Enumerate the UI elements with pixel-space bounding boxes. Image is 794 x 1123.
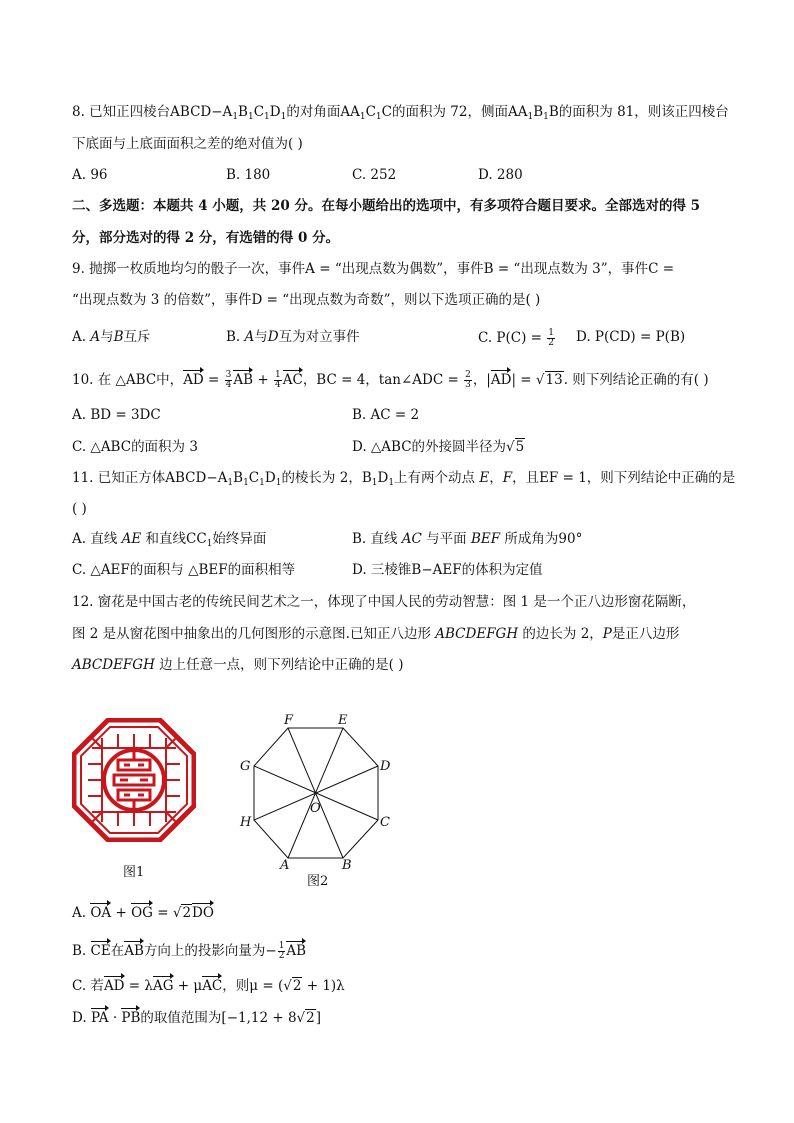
q9-option-c: C. P(C) = $\frac{1}{2}$	[478, 328, 555, 348]
window-lattice-figure	[72, 718, 196, 842]
q10-option-c: C. △ABC的面积为 3	[72, 439, 198, 455]
q10-option-d: D. △ABC的外接圆半径为√5	[352, 439, 525, 455]
q12-option-c: C. 若AD = λAG + μAC，则μ = (√2 + 1)λ	[72, 978, 345, 994]
q9-option-b: B. A与D互为对立事件	[226, 329, 360, 345]
vertex-h-label: H	[240, 815, 252, 830]
q12-option-b: B. CE在AB方向上的投影向量为− $\frac{1}{2}$ AB	[72, 941, 307, 961]
q8-option-d: D. 280	[478, 167, 523, 183]
q11-option-c: C. △AEF的面积与 △BEF的面积相等	[72, 562, 296, 578]
figure2-caption: 图2	[307, 874, 329, 889]
q9-stem-line2: “出现点数为 3 的倍数”，事件D = “出现点数为奇数”，则以下选项正确的是( )	[72, 292, 541, 308]
q8-stem-line1: 8. 已知正四棱台$ABCD-A_1B_1C_1D_1$的对角面$AA_1C_1C$的面积为 72，侧面$AA_1B_1B$的面积为 81，则该正四棱台	[72, 104, 729, 122]
q9-option-d: D. P(CD) = P(B)	[576, 329, 686, 345]
octagon-diagram	[228, 712, 398, 872]
q8-option-c: C. 252	[352, 167, 397, 183]
q8-option-a: A. 96	[72, 167, 108, 183]
q11-option-a: A. 直线 AE 和直线$CC_1$始终异面	[72, 531, 267, 549]
q12-stem-line1: 12. 窗花是中国古老的传统民间艺术之一，体现了中国人民的劳动智慧：图 1 是一个正八边形窗花隔断，	[72, 594, 696, 610]
section2-heading-line2: 分，部分选对的得 2 分，有选错的得 0 分。	[72, 230, 340, 246]
q11-stem-line2: ( )	[72, 501, 87, 517]
vertex-b-label: B	[342, 858, 352, 872]
q10-option-a: A. BD = 3DC	[72, 407, 161, 423]
q11-option-d: D. 三棱锥B−AEF的体积为定值	[352, 562, 543, 578]
vertex-g-label: G	[240, 759, 251, 774]
q12-stem-line2: 图 2 是从窗花图中抽象出的几何图形的示意图.已知正八边形 ABCDEFGH 的边长为 2，P是正八边形	[72, 626, 680, 642]
vertex-f-label: F	[284, 713, 294, 728]
vertex-e-label: E	[338, 713, 348, 728]
q12-option-a: A. OA + OG = √2DO	[72, 905, 214, 921]
q8-option-b: B. 180	[226, 167, 271, 183]
q12-option-d: D. PA · PB的取值范围为[−1,12 + 8√2]	[72, 1010, 322, 1026]
q9-option-a: A. A与B互斥	[72, 329, 151, 345]
center-o-label: O	[310, 801, 321, 816]
q8-stem-line2: 下底面与上底面面积之差的绝对值为( )	[72, 136, 303, 152]
q11-stem-line1: 11. 已知正方体$ABCD-A_1B_1C_1D_1$的棱长为 2，$B_1D_1$上有两个动点 E，F，且EF = 1，则下列结论中正确的是	[72, 470, 736, 488]
q12-stem-line3: ABCDEFGH 边上任意一点，则下列结论中正确的是( )	[72, 657, 404, 673]
vertex-a-label: A	[280, 858, 290, 872]
vertex-c-label: C	[380, 815, 390, 830]
q9-stem-line1: 9. 抛掷一枚质地均匀的骰子一次，事件A = “出现点数为偶数”，事件B = “出现点数为 3”，事件C =	[72, 261, 675, 277]
section2-heading-line1: 二、多选题：本题共 4 小题，共 20 分。在每小题给出的选项中，有多项符合题目要求。全部选对的得 5	[72, 198, 701, 214]
q10-option-b: B. AC = 2	[352, 407, 420, 423]
vertex-d-label: D	[380, 759, 391, 774]
figure1-caption: 图1	[123, 865, 145, 880]
q10-stem: 10. 在 △ABC中，AD = $\frac{3}{4}$ AB + $\frac{1}{4}$ AC，BC = 4，tan∠ADC = $\frac{2}{3}$ ，|AD| = √13. 则下列结论正确的有( )	[72, 370, 709, 390]
q11-option-b: B. 直线 AC 与平面 BEF 所成角为90°	[352, 531, 583, 547]
